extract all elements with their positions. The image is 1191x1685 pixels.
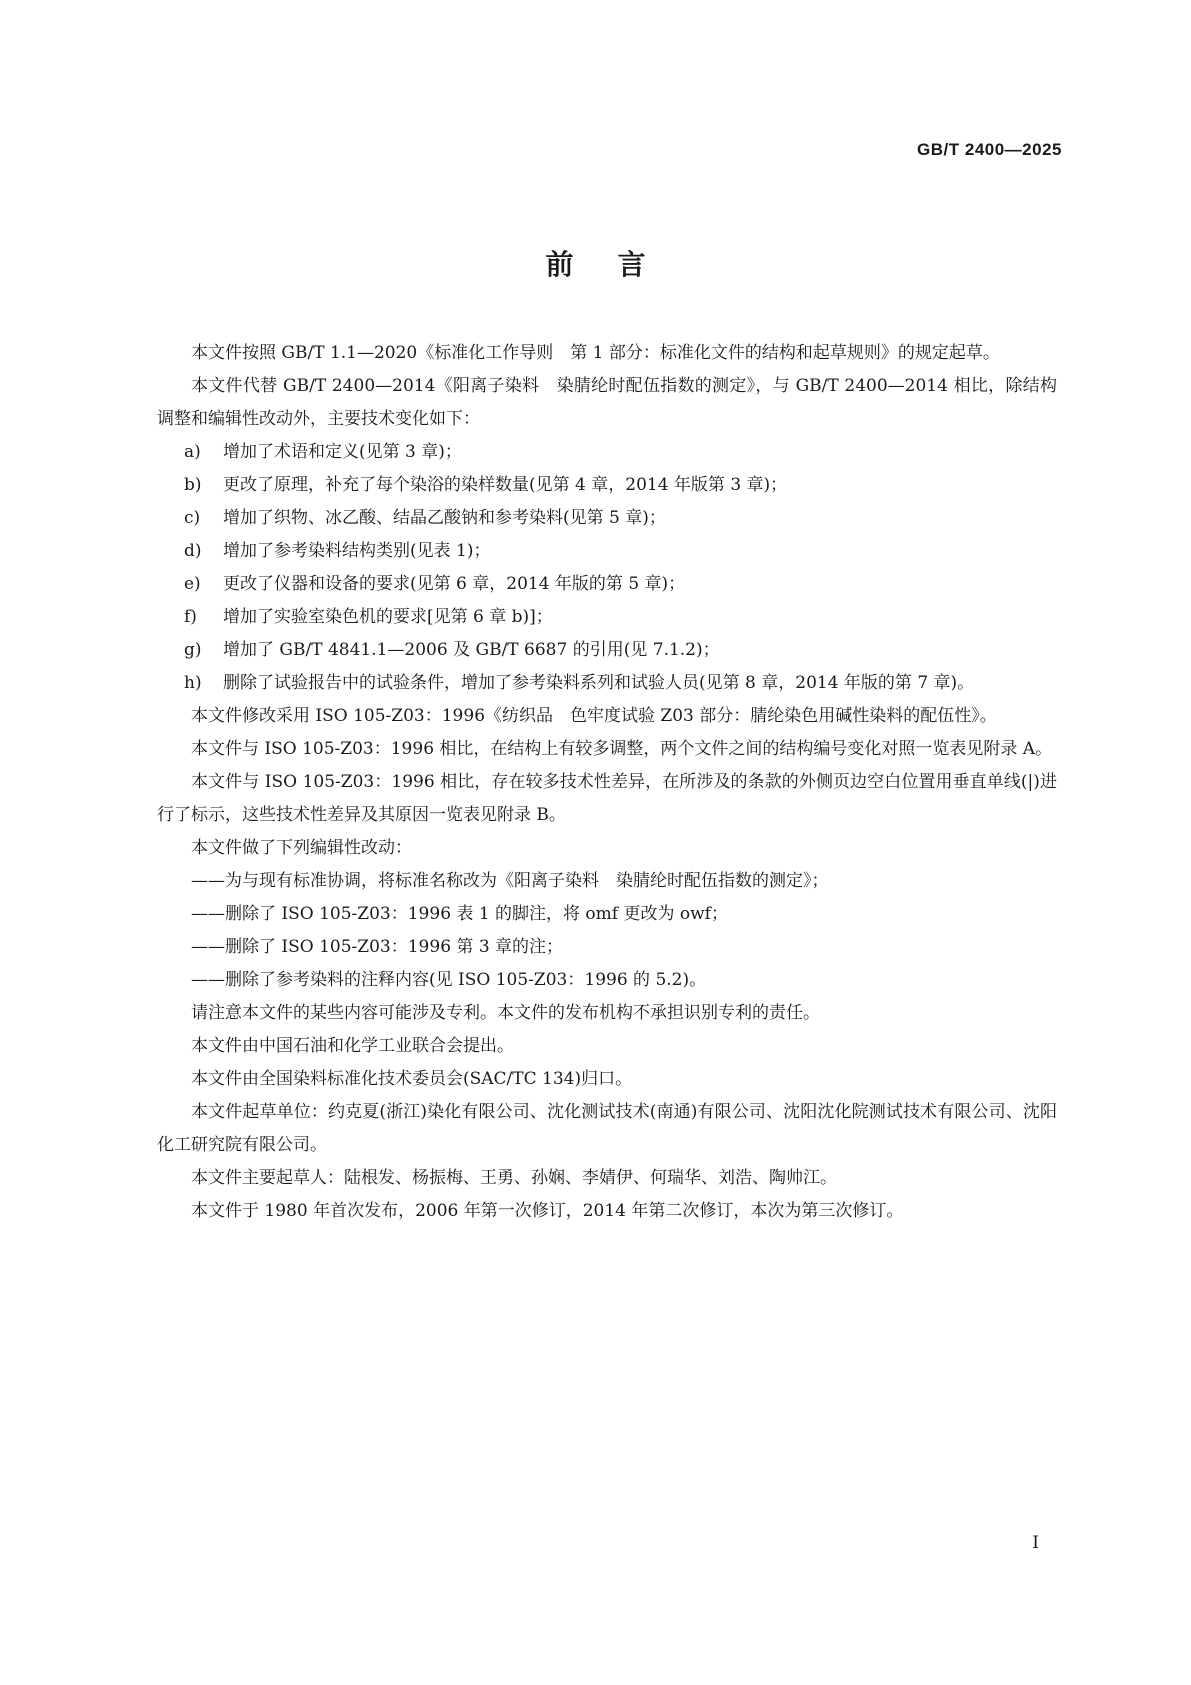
list-item-label: b)	[184, 475, 202, 495]
paragraph-iso-adoption: 本文件修改采用 ISO 105-Z03：1996《纺织品 色牢度试验 Z03 部分：腈纶染色用碱性染料的配伍性》。	[191, 706, 997, 726]
list-item	[157, 502, 1057, 535]
paragraph-drafting-rules: 本文件按照 GB/T 1.1—2020《标准化工作导则 第 1 部分：标准化文件的结构和起草规则》的规定起草。	[191, 343, 1000, 363]
list-item-text: 更改了仪器和设备的要求(见第 6 章，2014 年版的第 5 章)；	[223, 574, 686, 594]
paragraph-drafting-units: 本文件起草单位：约克夏(浙江)染化有限公司、沈化测试技术(南通)有限公司、沈阳沈化院测试技术有限公司、沈阳化工研究院有限公司。	[157, 1102, 1057, 1155]
paragraph-structure-diff: 本文件与 ISO 105-Z03：1996 相比，在结构上有较多调整，两个文件之间的结构编号变化对照一览表见附录 A。	[191, 739, 1053, 759]
list-item-text: 删除了试验报告中的试验条件，增加了参考染料系列和试验人员(见第 8 章，2014 年版的第 7 章)。	[223, 673, 975, 693]
list-item	[157, 436, 1057, 469]
list-item-text: 增加了术语和定义(见第 3 章)；	[223, 442, 462, 462]
editorial-changes-list	[157, 865, 1057, 997]
list-item: ——为与现有标准协调，将标准名称改为《阳离子染料 染腈纶时配伍指数的测定》；	[191, 871, 829, 891]
paragraph-drafters: 本文件主要起草人：陆根发、杨振梅、王勇、孙娴、李婧伊、何瑞华、刘浩、陶帅江。	[191, 1168, 837, 1188]
list-item-label: d)	[184, 541, 202, 561]
paragraph-technical-diff: 本文件与 ISO 105-Z03：1996 相比，存在较多技术性差异，在所涉及的条款的外侧页边空白位置用垂直单线(|)进行了标示，这些技术性差异及其原因一览表见附录 B。	[157, 772, 1057, 825]
paragraph-replaces: 本文件代替 GB/T 2400—2014《阳离子染料 染腈纶时配伍指数的测定》，与 GB/T 2400—2014 相比，除结构调整和编辑性改动外，主要技术变化如下：	[157, 376, 1057, 429]
paragraph-proposer: 本文件由中国石油和化学工业联合会提出。	[191, 1036, 514, 1056]
paragraph-history: 本文件于 1980 年首次发布，2006 年第一次修订，2014 年第二次修订，本次为第三次修订。	[191, 1201, 904, 1221]
list-item-text: 更改了原理，补充了每个染浴的染样数量(见第 4 章，2014 年版第 3 章)；	[223, 475, 788, 495]
paragraph-editorial-intro: 本文件做了下列编辑性改动：	[191, 838, 412, 858]
list-item	[157, 568, 1057, 601]
list-item-text: 增加了 GB/T 4841.1—2006 及 GB/T 6687 的引用(见 7.1.2)；	[223, 640, 720, 660]
standard-code: GB/T 2400—2025	[917, 140, 1062, 159]
list-item: ——删除了参考染料的注释内容(见 ISO 105-Z03：1996 的 5.2)。	[191, 970, 707, 990]
list-item	[157, 535, 1057, 568]
list-item: ——删除了 ISO 105-Z03：1996 第 3 章的注；	[191, 937, 564, 957]
technical-changes-list	[157, 436, 1057, 700]
list-item-text: 增加了实验室染色机的要求[见第 6 章 b)]；	[223, 607, 553, 627]
list-item: ——删除了 ISO 105-Z03：1996 表 1 的脚注，将 omf 更改为 owf；	[191, 904, 728, 924]
paragraph-patent-notice: 请注意本文件的某些内容可能涉及专利。本文件的发布机构不承担识别专利的责任。	[191, 1003, 820, 1023]
list-item-text: 增加了织物、冰乙酸、结晶乙酸钠和参考染料(见第 5 章)；	[223, 508, 666, 528]
list-item-label: c)	[184, 508, 201, 528]
page-number: I	[1032, 1533, 1039, 1553]
paragraph-technical-committee: 本文件由全国染料标准化技术委员会(SAC/TC 134)归口。	[191, 1069, 633, 1089]
list-item	[157, 601, 1057, 634]
list-item	[157, 634, 1057, 667]
list-item-text: 增加了参考染料结构类别(见表 1)；	[223, 541, 491, 561]
list-item-label: f)	[184, 607, 197, 627]
list-item-label: a)	[184, 442, 201, 462]
list-item	[157, 667, 1057, 700]
foreword-body	[157, 337, 1057, 1228]
list-item-label: g)	[184, 640, 202, 660]
page-title: 前言	[545, 248, 690, 281]
list-item	[157, 469, 1057, 502]
list-item-label: e)	[184, 574, 201, 594]
list-item-label: h)	[184, 673, 202, 693]
